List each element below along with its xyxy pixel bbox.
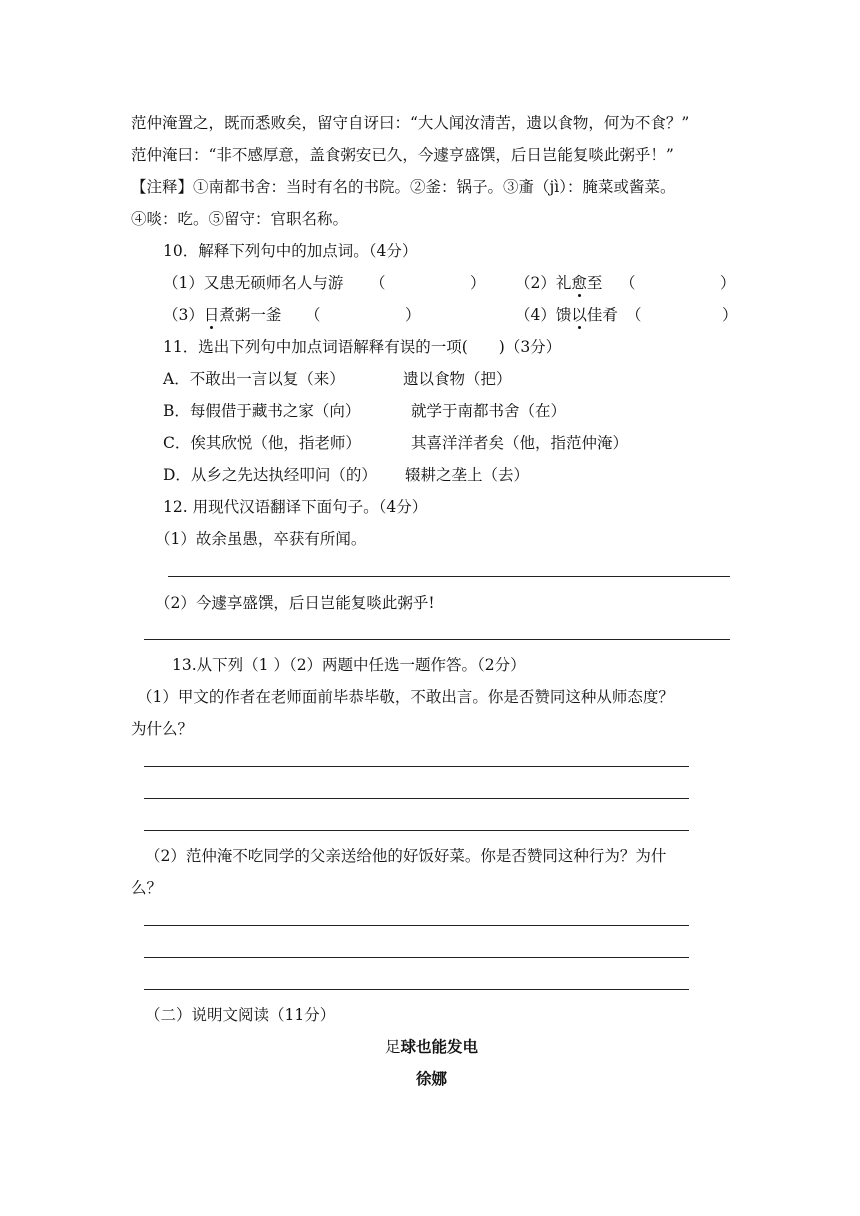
q10-item-2-dotted-word: 愈 bbox=[571, 274, 587, 292]
article-title-first-char: 足 bbox=[385, 1038, 401, 1056]
q10-item-4-dotted-word: 以 bbox=[571, 306, 587, 324]
notes-line-2: ④啖：吃。⑤留守：官职名称。 bbox=[131, 210, 349, 228]
q10-item-3-after: 煮粥一釜 bbox=[219, 306, 282, 324]
q11-stem: 11．选出下列句中加点词语解释有误的一项( )（3分） bbox=[163, 338, 562, 356]
q10-item-4-blank-open: （ bbox=[626, 306, 642, 324]
q11-option-c-right: 其喜洋洋者矣（他，指范仲淹） bbox=[411, 434, 629, 452]
q10-item-3-dotted-word: 日 bbox=[203, 306, 220, 324]
q13-item-1-line-1: （1）甲文的作者在老师面前毕恭毕敬，不敢出言。你是否赞同这种从师态度？ bbox=[137, 688, 674, 706]
q10-item-3-before: （3） bbox=[163, 306, 204, 324]
q12-answer-line-1[interactable] bbox=[168, 576, 730, 577]
q10-item-2-blank-open: （ bbox=[620, 274, 636, 292]
q10-item-2-blank-close: ） bbox=[720, 274, 736, 292]
q10-item-4-after: 佳肴 bbox=[586, 306, 618, 324]
q10-item-2 bbox=[515, 273, 602, 293]
q10-item-1-text: （1）又患无硕师名人与游 bbox=[163, 274, 344, 292]
q12-stem: 12. 用现代汉语翻译下面句子。（4分） bbox=[163, 498, 428, 516]
q11-option-a-left: A．不敢出一言以复（来） bbox=[163, 370, 345, 388]
q10-item-3-blank-open: （ bbox=[305, 306, 321, 324]
q10-item-4 bbox=[515, 305, 618, 325]
q10-item-3-blank-close: ） bbox=[405, 306, 421, 324]
q10-item-3 bbox=[163, 305, 281, 325]
q13-item-2-answer-line-2[interactable] bbox=[144, 957, 689, 958]
q11-option-d-left: D．从乡之先达执经叩问（的） bbox=[163, 466, 377, 484]
q10-item-4-before: （4）馈 bbox=[515, 306, 572, 324]
q12-item-1: （1）故余虽愚，卒获有所闻。 bbox=[155, 530, 367, 548]
section-2-heading: （二）说明文阅读（11分） bbox=[145, 1006, 336, 1024]
q10-item-1 bbox=[163, 273, 343, 293]
q13-stem: 13.从下列（1 ）（2）两题中任选一题作答。（2分） bbox=[172, 656, 526, 674]
q13-item-2-answer-line-1[interactable] bbox=[144, 925, 689, 926]
q13-item-1-answer-line-1[interactable] bbox=[144, 766, 689, 767]
passage-line-1: 范仲淹置之，既而悉败矣，留守自讶曰：“大人闻汝清苦，遗以食物，何为不食？” bbox=[131, 114, 690, 132]
notes-line-1: 【注释】①南都书舍：当时有名的书院。②釜：锅子。③齑（jì）：腌菜或酱菜。 bbox=[131, 178, 676, 196]
q10-item-2-after: 至 bbox=[586, 274, 603, 292]
q12-item-2: （2）今遽享盛馔，后日岂能复啖此粥乎! bbox=[155, 594, 435, 612]
q13-item-1-answer-line-3[interactable] bbox=[144, 830, 689, 831]
passage-line-2: 范仲淹曰：“非不感厚意，盖食粥安已久，今遽亨盛馔，后日岂能复啖此粥乎！” bbox=[131, 146, 674, 164]
q13-item-1-line-2: 为什么？ bbox=[131, 720, 194, 738]
q10-item-1-blank-open: （ bbox=[370, 274, 386, 292]
q11-option-b-right: 就学于南都书舍（在） bbox=[411, 402, 567, 420]
q12-answer-line-2[interactable] bbox=[144, 639, 730, 640]
q10-stem: 10．解释下列句中的加点词。（4分） bbox=[163, 242, 418, 260]
q13-item-1-answer-line-2[interactable] bbox=[144, 798, 689, 799]
q13-item-2-line-2: 么？ bbox=[131, 879, 163, 897]
q11-option-d-right: 辍耕之垄上（去） bbox=[405, 466, 530, 484]
q10-item-2-before: （2）礼 bbox=[515, 274, 572, 292]
q11-option-b-left: B．每假借于藏书之家（向） bbox=[163, 402, 361, 420]
article-author: 徐娜 bbox=[416, 1069, 448, 1088]
q13-item-2-answer-line-3[interactable] bbox=[144, 989, 689, 990]
q11-option-c-left: C．俟其欣悦（他，指老师） bbox=[163, 434, 361, 452]
q11-option-a-right: 遗以食物（把） bbox=[403, 370, 512, 388]
article-title bbox=[385, 1037, 478, 1057]
q13-item-2-line-1: （2）范仲淹不吃同学的父亲送给他的好饭好菜。你是否赞同这种行为？为什 bbox=[145, 847, 667, 865]
q10-item-1-blank-close: ） bbox=[470, 274, 486, 292]
q10-item-4-blank-close: ） bbox=[722, 306, 738, 324]
article-title-rest: 球也能发电 bbox=[400, 1037, 479, 1056]
